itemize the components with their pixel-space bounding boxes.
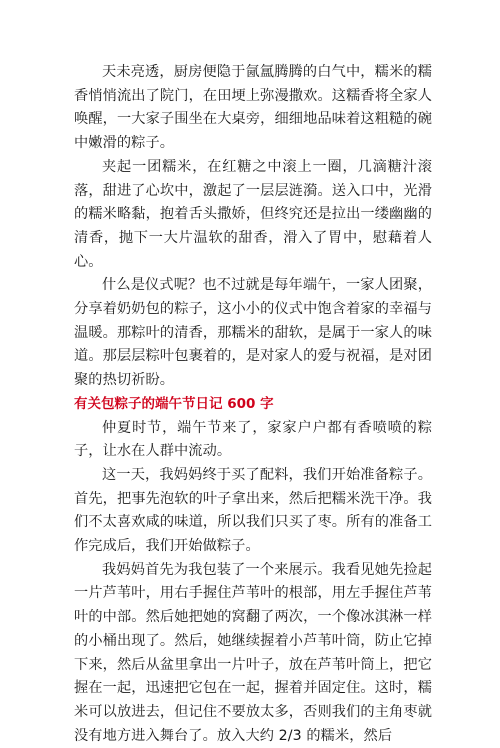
paragraph: 这一天，我妈妈终于买了配料，我们开始准备粽子。首先，把事先泡软的叶子拿出来，然后把糯米洗干净。我们不太喜欢咸的味道，所以我们只买了枣。所有的准备工作完成后，我们开始做粽子。 (74, 466, 432, 555)
paragraph: 夹起一团糯米，在红糖之中滚上一圈，几滴糖汁滚落，甜进了心坎中，激起了一层层涟漪。送入口中，光滑的糯米略黏，抱着舌头撒娇，但终究还是拉出一缕幽幽的清香，抛下一大片温软的甜香，滑入了胃中，慰藉着人心。 (74, 158, 432, 270)
paragraph: 仲夏时节，端午节来了，家家户户都有香喷喷的粽子，让水在人群中流动。 (74, 419, 432, 460)
paragraph: 我妈妈首先为我包装了一个来展示。我看见她先捡起一片芦苇叶，用右手握住芦苇叶的根部，用左手握住芦苇叶的中部。然后她把她的窝翻了两次，一个像冰淇淋一样的小桶出现了。然后，她继续握着小芦苇叶筒，防止它掉下来，然后从盆里拿出一片叶子，放在芦苇叶筒上，把它握在一起，迅速把它包在一起，握着并固定住。这时，糯米可以放进去，但记住不要放太多，否则我们的主角枣就没有地方进入舞台了。放入大约 2/3 的糯米，然后 (74, 561, 432, 744)
section-subtitle: 有关包粽子的端午节日记 600 字 (74, 395, 274, 412)
paragraph: 什么是仪式呢？也不过就是每年端午，一家人团聚，分享着奶奶包的粽子，这小小的仪式中饱含着家的幸福与温暖。那粽叶的清香，那糯米的甜软，是属于一家人的味道。那层层粽叶包裹着的，是对家人的爱与祝福，是对团聚的热切祈盼。 (74, 277, 432, 389)
paragraph: 天未亮透，厨房便隐于氤氲腾腾的白气中，糯米的糯香悄悄流出了院门，在田埂上弥漫撒欢。这糯香将全家人唤醒，一大家子围坐在大桌旁，细细地品味着这粗糙的碗中嫩滑的粽子。 (74, 64, 432, 152)
article-body (74, 61, 432, 748)
